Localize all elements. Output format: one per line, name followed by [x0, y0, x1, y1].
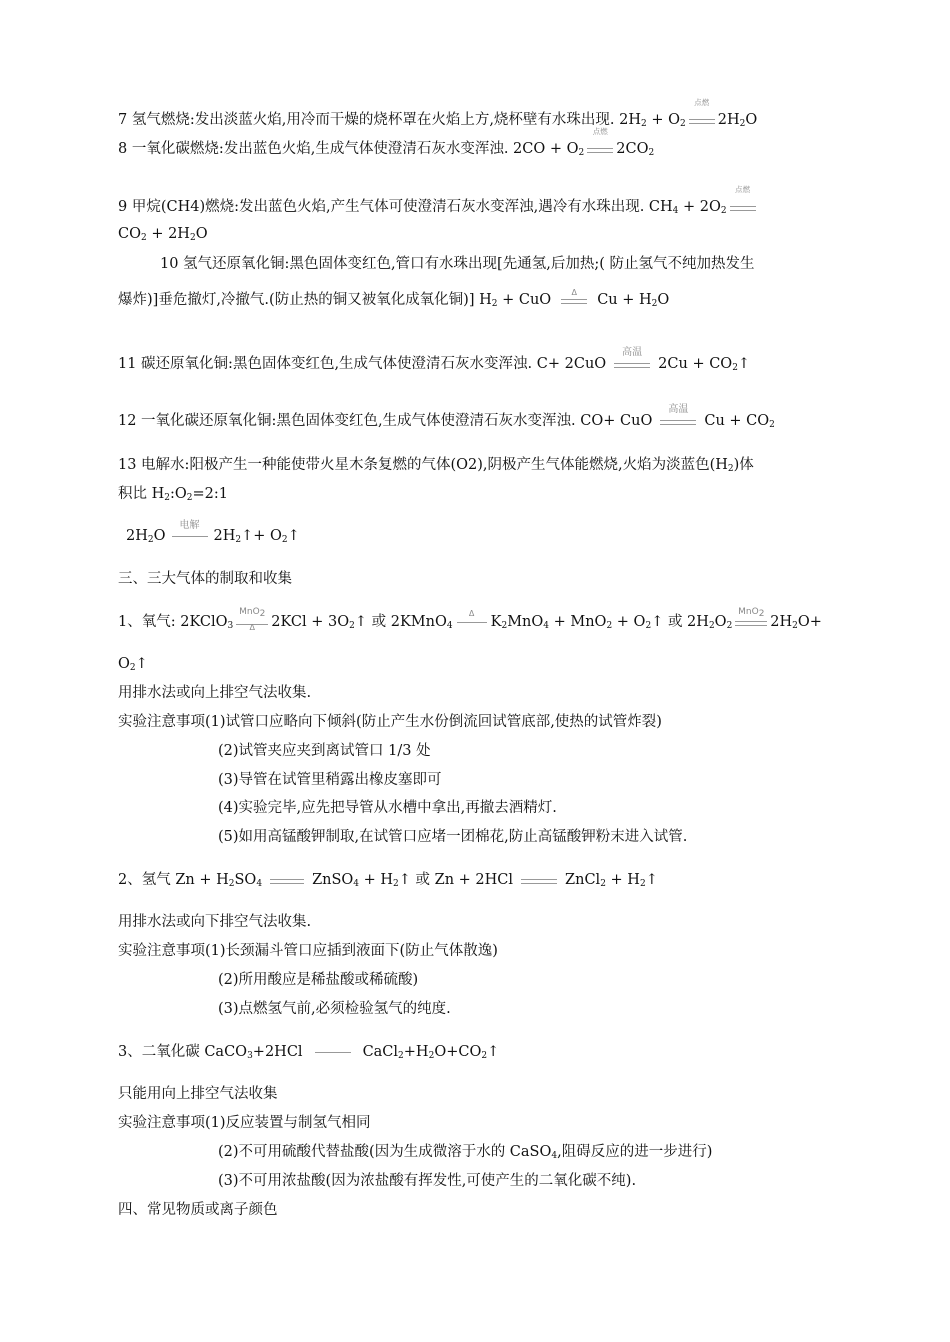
text-line-12: 12 一氧化碳还原氧化铜:黑色固体变红色,生成气体使澄清石灰水变浑浊. CO+ CuO 高温 $Cu + CO_2$	[118, 398, 775, 435]
text-line-10: 10 氢气还原氧化铜:黑色固体变红色,管口有水珠出现[先通氢,后加热;( 防止氢气不纯加热发生	[160, 256, 755, 272]
reaction-condition: 点燃	[730, 195, 756, 211]
section-heading-3: 三、三大气体的制取和收集	[118, 571, 292, 587]
text-line: 用排水法或向上排空气法收集.	[118, 685, 312, 701]
text-line-7: 7 氢气燃烧:发出淡蓝火焰,用冷而干燥的烧杯罩在火焰上方,烧杯壁有水珠出现. $2H_2 + O_2$ 点燃 $2H_2O$	[118, 98, 758, 129]
text-line-10b: 爆炸)]垂危撤灯,冷撤气.(防止热的铜又被氧化成氧化铜)] $H_2$ + CuO Δ $Cu + H_2O$	[118, 283, 669, 314]
hydrogen-equation: 2、氢气 $Zn + H_2SO_4$ ZnSO$_4$ + $H_2↑$ 或 Zn + 2HCl ZnCl$_2$ + $H_2↑$	[118, 857, 658, 894]
text-line: 实验注意事项(1)反应装置与制氢气相同	[118, 1115, 371, 1131]
text-line: 实验注意事项(1)长颈漏斗管口应插到液面下(防止气体散逸)	[118, 943, 498, 959]
co2-equation: 3、二氧化碳 CaCO$_3$+2HCl $CaCl_2+H_2O+CO_2↑$	[118, 1030, 499, 1066]
text-line: (2)不可用硫酸代替盐酸(因为生成微溶于水的 CaSO$_4$,阻碍反应的进一步进行)	[218, 1144, 713, 1161]
text-line-9b: $CO_2 + 2H_2O$	[118, 226, 208, 243]
reaction-condition: 点燃	[587, 137, 613, 153]
text-line-13c: $2H_2O$ 电解 $2H_2↑+$ $O_2↑$	[126, 514, 300, 550]
reaction-condition	[521, 857, 557, 884]
reaction-condition	[270, 857, 304, 884]
text-line-8: 8 一氧化碳燃烧:发出蓝色火焰,生成气体使澄清石灰水变浑浊. $2CO + O_2$ 点燃 $2CO_2$	[118, 127, 655, 158]
reaction-condition: 高温	[660, 398, 696, 425]
text-line: (5)如用高锰酸钾制取,在试管口应堵一团棉花,防止高锰酸钾粉末进入试管.	[218, 829, 688, 845]
text-line-9: 9 甲烷(CH4)燃烧:发出蓝色火焰,产生气体可使澄清石灰水变浑浊,遇冷有水珠出现. $CH_4 + 2O_2$ 点燃	[118, 195, 759, 221]
text-line: (3)不可用浓盐酸(因为浓盐酸有挥发性,可使产生的二氧化碳不纯).	[218, 1173, 637, 1189]
text-line: (3)导管在试管里稍露出橡皮塞即可	[218, 772, 442, 788]
text-line: (2)试管夹应夹到离试管口 1/3 处	[218, 743, 431, 759]
oxygen-equation: 1、氧气: 2KClO$_3$ MnO$_2$ Δ $2KCl + 3O_2↑$ 或 2KMnO$_4$ Δ $K_2MnO_4 + MnO_2$ + $O_2↑$ 或 $2H_2O_2$ MnO$_2$ $2H_2O+$	[118, 607, 822, 632]
text-line: 用排水法或向下排空气法收集.	[118, 914, 312, 930]
reaction-condition: Δ	[561, 283, 587, 304]
text-line-11: 11 碳还原氧化铜:黑色固体变红色,生成气体使澄清石灰水变浑浊. C+ 2CuO 高温 $2Cu + CO_2↑$	[118, 341, 750, 378]
reaction-condition	[315, 1030, 351, 1056]
text-line: 只能用向上排空气法收集	[118, 1086, 278, 1102]
text-line: (3)点燃氢气前,必须检验氢气的纯度.	[218, 1001, 451, 1017]
text-line: (2)所用酸应是稀盐酸或稀硫酸)	[218, 972, 419, 988]
oxygen-equation-cont: $O_2↑$	[118, 656, 148, 673]
text-line-13b: 积比 $H_2:O_2=2:1$	[118, 486, 229, 503]
text-line-13: 13 电解水:阳极产生一种能使带火星木条复燃的气体(O2),阴极产生气体能燃烧,火焰为淡蓝色$(H_2)$体	[118, 457, 754, 474]
section-heading-4: 四、常见物质或离子颜色	[118, 1202, 278, 1218]
text-line: (4)实验完毕,应先把导管从水槽中拿出,再撤去酒精灯.	[218, 800, 557, 816]
text-line: 实验注意事项(1)试管口应略向下倾斜(防止产生水份倒流回试管底部,使热的试管炸裂)	[118, 714, 662, 730]
reaction-condition: MnO$_2$ Δ	[236, 613, 268, 626]
reaction-condition: 电解	[172, 514, 208, 540]
reaction-condition: Δ	[457, 606, 487, 626]
reaction-condition: MnO$_2$	[735, 607, 767, 626]
reaction-condition: 高温	[614, 341, 650, 368]
reaction-condition: 点燃	[689, 108, 715, 124]
